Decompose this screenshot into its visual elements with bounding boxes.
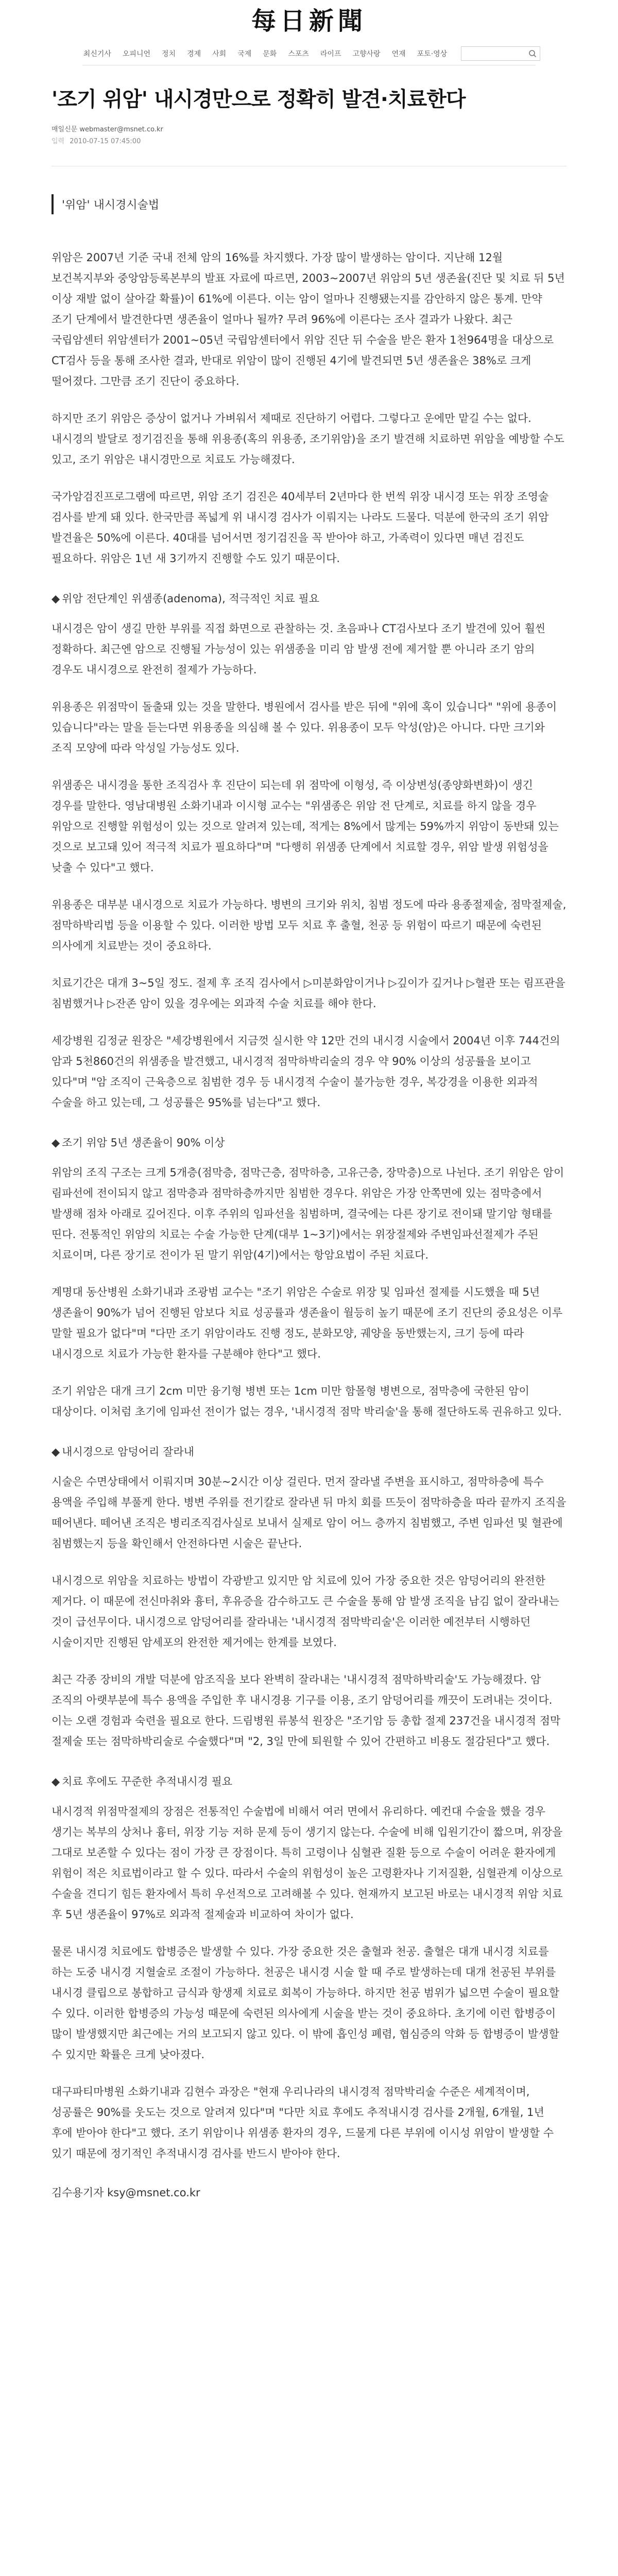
date-value: 2010-07-15 07:45:00 — [70, 138, 141, 145]
reporter-credit: 김수용기자 ksy@msnet.co.kr — [52, 2187, 200, 2199]
body-paragraph: 내시경은 암이 생길 만한 부위를 직접 화면으로 관찰하는 것. 초음파나 CT검사보다 조기 발견에 있어 훨씬 정확하다. 최근엔 암으로 진행될 가능성이 있는 위샘종을 미리 암 발생 전에 제거할 뿐 아니라 조기 암의 경우도 내시경으로 완전히 절제가 가능하다. — [52, 622, 546, 676]
body-paragraph: 조기 위암은 대개 크기 2cm 미만 융기형 병변 또는 1cm 미만 함몰형 병변으로, 점막층에 국한된 암이 대상이다. 이처럼 초기에 임파선 전이가 없는 경우, '내시경적 점막 박리술'을 통해 절단하도록 권유하고 있다. — [52, 1385, 562, 1418]
site-header — [0, 0, 618, 37]
body-paragraph: 위용종은 위점막이 돌출돼 있는 것을 말한다. 병원에서 검사를 받은 뒤에 "위에 혹이 있습니다" "위에 용종이 있습니다"라는 말을 듣는다면 위용종을 의심해 볼 수 있다. 위용종이 모두 악성(암)은 아니다. 다만 크기와 조직 모양에 따라 악성일 가능성도 있다. — [52, 701, 557, 754]
nav-item-latest[interactable]: 최신기사 — [83, 50, 111, 58]
section-heading-text: 위암 전단계인 위샘종(adenoma), 적극적인 치료 필요 — [62, 592, 320, 605]
section-heading — [52, 1444, 566, 1459]
search-box — [461, 46, 540, 61]
nav-item-international[interactable]: 국제 — [237, 50, 252, 58]
nav-item-society[interactable]: 사회 — [212, 50, 227, 58]
search-input[interactable] — [465, 49, 528, 58]
nav-item-photo-video[interactable]: 포토·영상 — [417, 50, 448, 58]
body-paragraph: 대구파티마병원 소화기내과 김현수 과장은 "현재 우리나라의 내시경적 점막박리술 수준은 세계적이며, 성공률은 90%를 웃도는 것으로 알려져 있다"며 "다만 치료 후에도 추적내시경 검사를 2개월, 6개월, 1년 후에 받아야 한다"고 했다. 조기 위암이나 위샘종 환자의 경우, 드물게 다른 부위에 이시성 위암이 발생할 수 있기 때문에 정기적인 추적내시경 검사를 반드시 받아야 한다. — [52, 2086, 554, 2160]
nav-item-hometown[interactable]: 고향사랑 — [352, 50, 381, 58]
site-logo[interactable]: 每日新聞 — [251, 6, 367, 36]
body-paragraph: 물론 내시경 치료에도 합병증은 발생할 수 있다. 가장 중요한 것은 출혈과 천공. 출혈은 대개 내시경 치료를 하는 도중 내시경 지혈술로 조절이 가능하다. 천공은 내시경 시술 할 때 주로 발생하는데 대개 천공된 부위를 내시경 클립으로 봉합하고 금식과 항생제 치료로 회복이 가능하다. 하지만 천공 범위가 넓으면 수술이 필요할 수 있다. 이러한 합병증의 가능성 때문에 숙련된 의사에게 시술을 받는 것이 중요하다. 초기에 이런 합병증이 많이 발생했지만 최근에는 거의 보고되지 않고 있다. 이 밖에 흡인성 폐렴, 협심증의 악화 등 합병증이 발생할 수 있지만 확률은 크게 낮아졌다. — [52, 1945, 560, 2061]
nav-item-life[interactable]: 라이프 — [320, 50, 341, 58]
section-heading — [52, 1134, 566, 1150]
article-body — [52, 247, 566, 2164]
section-heading — [52, 590, 566, 606]
nav-item-series[interactable]: 연재 — [391, 50, 406, 58]
body-paragraph: 위암은 2007년 기준 국내 전체 암의 16%를 차지했다. 가장 많이 발생하는 암이다. 지난해 12월 보건복지부와 중앙암등록본부의 발표 자료에 따르면, 2003~2007년 위암의 5년 생존율(진단 및 치료 뒤 5년 이상 재발 없이 살아갈 확률)이 61%에 이른다. 이는 암이 얼마나 진행됐는지를 감안하지 않은 통계. 만약 조기 단계에서 발견한다면 생존율이 얼마나 될까? 무려 96%에 이른다는 조사 결과가 나왔다. 최근 국립암센터 위암센터가 2001~05년 국립암센터에서 위암 진단 뒤 수술을 받은 환자 1천964명을 대상으로 CT검사 등을 통해 조사한 결과, 반대로 위암이 많이 진행된 4기에 발견되면 5년 생존율은 38%로 크게 떨어졌다. 그만큼 조기 진단이 중요하다. — [52, 251, 565, 387]
section-heading-text: 치료 후에도 꾸준한 추적내시경 필요 — [62, 1775, 233, 1788]
search-icon[interactable] — [528, 49, 537, 58]
nav-item-opinion[interactable]: 오피니언 — [122, 50, 151, 58]
date-label: 입력 — [52, 138, 65, 145]
diamond-bullet-icon: ◆ — [52, 1137, 60, 1149]
section-heading — [52, 1773, 566, 1789]
main-nav — [82, 42, 536, 65]
body-paragraph: 세강병원 김정균 원장은 "세강병원에서 지금껏 실시한 약 12만 건의 내시경 시술에서 2004년 이후 744건의 암과 5천860건의 위샘종을 발견했고, 내시경적 점막하박리술의 경우 약 90% 이상의 성공률을 보이고 있다"며 "암 조직이 근육층으로 침범한 경우 등 내시경적 수술이 불가능한 경우, 복강경을 이용한 외과적 수술을 하고 있는데, 그 성공률은 95%를 넘는다"고 했다. — [52, 1035, 560, 1109]
article-subtitle: '위암' 내시경시술법 — [52, 194, 566, 214]
article — [52, 83, 566, 2200]
article-headline: '조기 위암' 내시경만으로 정확히 발견·치료한다 — [52, 88, 466, 111]
diamond-bullet-icon: ◆ — [52, 592, 60, 605]
body-paragraph: 최근 각종 장비의 개발 덕분에 암조직을 보다 완벽히 잘라내는 '내시경적 점막하박리술'도 가능해졌다. 암 조직의 아랫부분에 특수 용액을 주입한 후 내시경용 기구를 이용, 조기 암덩어리를 깨끗이 도려내는 것이다. 이는 오랜 경험과 숙련을 필요로 한다. 드림병원 류봉석 원장은 "조기암 등 총합 절제 237건을 내시경적 점막 절제술 또는 점막하박리술로 수술했다"며 "2, 3일 만에 퇴원할 수 있어 간편하고 비용도 절감된다"고 했다. — [52, 1673, 561, 1748]
section-heading-text: 내시경으로 암덩어리 잘라내 — [62, 1446, 194, 1458]
article-date — [52, 135, 566, 145]
body-paragraph: 내시경으로 위암을 치료하는 방법이 각광받고 있지만 암 치료에 있어 가장 중요한 것은 암덩어리의 완전한 제거다. 이 때문에 전신마취와 흉터, 후유증을 감수하고도 큰 수술을 통해 암 발생 조직을 남김 없이 잘라내는 것이 급선무이다. 내시경으로 암덩어리를 잘라내는 '내시경적 점막박리술'은 이러한 예전부터 시행하던 시술이지만 진행된 암세포의 완전한 제거에는 한계를 보였다. — [52, 1574, 559, 1649]
body-paragraph: 하지만 조기 위암은 증상이 없거나 가벼워서 제때로 진단하기 어렵다. 그렇다고 운에만 맡길 수는 없다. 내시경의 발달로 정기검진을 통해 위용종(혹의 위용종, 조기위암)을 조기 발견해 치료하면 위암을 예방할 수도 있고, 조기 위암은 내시경만으로 치료도 가능해졌다. — [52, 412, 564, 466]
section-heading-text: 조기 위암 5년 생존율이 90% 이상 — [62, 1137, 225, 1149]
nav-item-economy[interactable]: 경제 — [187, 50, 201, 58]
body-paragraph: 시술은 수면상태에서 이뤄지며 30분~2시간 이상 걸린다. 먼저 잘라낼 주변을 표시하고, 점막하층에 특수 용액을 주입해 부풀게 한다. 병변 주위를 전기칼로 잘라낸 뒤 마치 회를 뜨듯이 점막하층을 따라 끝까지 조직을 떼어낸다. 떼어낸 조직은 병리조직검사실로 보내서 실제로 암이 어느 층까지 침범했고, 주변 임파선 및 혈관에 침범했는지 등을 확인해서 안전하다면 시술은 끝난다. — [52, 1476, 566, 1550]
body-paragraph: 내시경적 위점막절제의 장점은 전통적인 수술법에 비해서 여러 면에서 유리하다. 예컨대 수술을 했을 경우 생기는 복부의 상처나 흉터, 위장 기능 저하 문제 등이 생기지 않는다. 수술에 비해 입원기간이 짧으며, 위장을 그대로 보존할 수 있다는 점이 가장 큰 장점이다. 특히 고령이나 심혈관 질환 등으로 수술이 어려운 환자에게 위험이 적은 치료법이라고 할 수 있다. 따라서 수술의 위험성이 높은 고령환자나 기저질환, 심혈관계 이상으로 수술을 견디기 힘든 환자에서 특히 우선적으로 고려해볼 수 있다. 현재까지 보고된 바로는 내시경적 위암 치료 후 5년 생존율이 97%로 외과적 절제술과 비교하여 차이가 없다. — [52, 1805, 563, 1921]
diamond-bullet-icon: ◆ — [52, 1446, 60, 1458]
body-paragraph: 위용종은 대부분 내시경으로 치료가 가능하다. 병변의 크기와 위치, 침범 정도에 따라 용종절제술, 점막절제술, 점막하박리법 등을 이용할 수 있다. 이러한 방법 모두 치료 후 출혈, 천공 등 위험이 따르기 때문에 숙련된 의사에게 치료받는 것이 중요하다. — [52, 899, 566, 952]
body-paragraph: 위암의 조직 구조는 크게 5개층(점막층, 점막근층, 점막하층, 고유근층, 장막층)으로 나뉜다. 조기 위암은 암이 림파선에 전이되지 않고 점막층과 점막하층까지만 침범한 경우다. 위암은 가장 안쪽면에 있는 점막층에서 발생해 점차 아래로 깊어진다. 이후 주위의 임파선을 침범하며, 결국에는 다른 장기로 전이돼 말기암 형태를 띤다. 전통적인 위암의 치료는 수술 가능한 단계(대부 1~3기)에서는 위장절제와 주변임파선절제가 주된 치료이며, 다른 장기로 전이가 된 말기 위암(4기)에서는 항암요법이 주된 치료다. — [52, 1166, 564, 1261]
nav-item-sports[interactable]: 스포츠 — [288, 50, 309, 58]
article-byline: 매일신문 webmaster@msnet.co.kr — [52, 126, 163, 133]
body-paragraph: 국가암검진프로그램에 따르면, 위암 조기 검진은 40세부터 2년마다 한 번씩 위장 내시경 또는 위장 조영술 검사를 받게 돼 있다. 한국만큼 폭넓게 위 내시경 검사가 이뤄지는 나라도 드물다. 덕분에 한국의 조기 위암 발견율은 50%에 이른다. 40대를 넘어서면 정기검진을 꼭 받아야 하고, 가족력이 있다면 매년 검진도 필요하다. 위암은 1년 새 3기까지 진행할 수도 있기 때문이다. — [52, 490, 549, 565]
nav-item-politics[interactable]: 정치 — [162, 50, 176, 58]
body-paragraph: 계명대 동산병원 소화기내과 조광범 교수는 "조기 위암은 수술로 위장 및 임파선 절제를 시도했을 때 5년 생존율이 90%가 넘어 진행된 암보다 치료 성공률과 생존율이 월등히 높기 때문에 조기 진단의 중요성은 이루 말할 필요가 없다"며 "다만 조기 위암이라도 진행 정도, 분화모양, 궤양을 동반했는지, 크기 등에 따라 내시경으로 치료가 가능한 환자를 구분해야 한다"고 했다. — [52, 1286, 563, 1360]
nav-item-culture[interactable]: 문화 — [263, 50, 277, 58]
body-paragraph: 위샘종은 내시경을 통한 조직검사 후 진단이 되는데 위 점막에 이형성, 즉 이상변성(종양화변화)이 생긴 경우를 말한다. 영남대병원 소화기내과 이시형 교수는 "위샘종은 위암 전 단계로, 치료를 하지 않을 경우 위암으로 진행할 위험성이 있는 것으로 알려져 있는데, 적게는 8%에서 많게는 59%까지 위암이 동반돼 있는 것으로 보고돼 있어 적극적 치료가 필요하다"며 "다행히 위샘종 단계에서 치료할 경우, 위암 발생 위험성을 낮출 수 있다"고 했다. — [52, 779, 559, 874]
diamond-bullet-icon: ◆ — [52, 1775, 60, 1788]
body-paragraph: 치료기간은 대개 3~5일 정도. 절제 후 조직 검사에서 ▷미분화암이거나 ▷깊이가 깊거나 ▷혈관 또는 림프관을 침범했거나 ▷잔존 암이 있을 경우에는 외과적 수술 치료를 해야 한다. — [52, 977, 565, 1010]
